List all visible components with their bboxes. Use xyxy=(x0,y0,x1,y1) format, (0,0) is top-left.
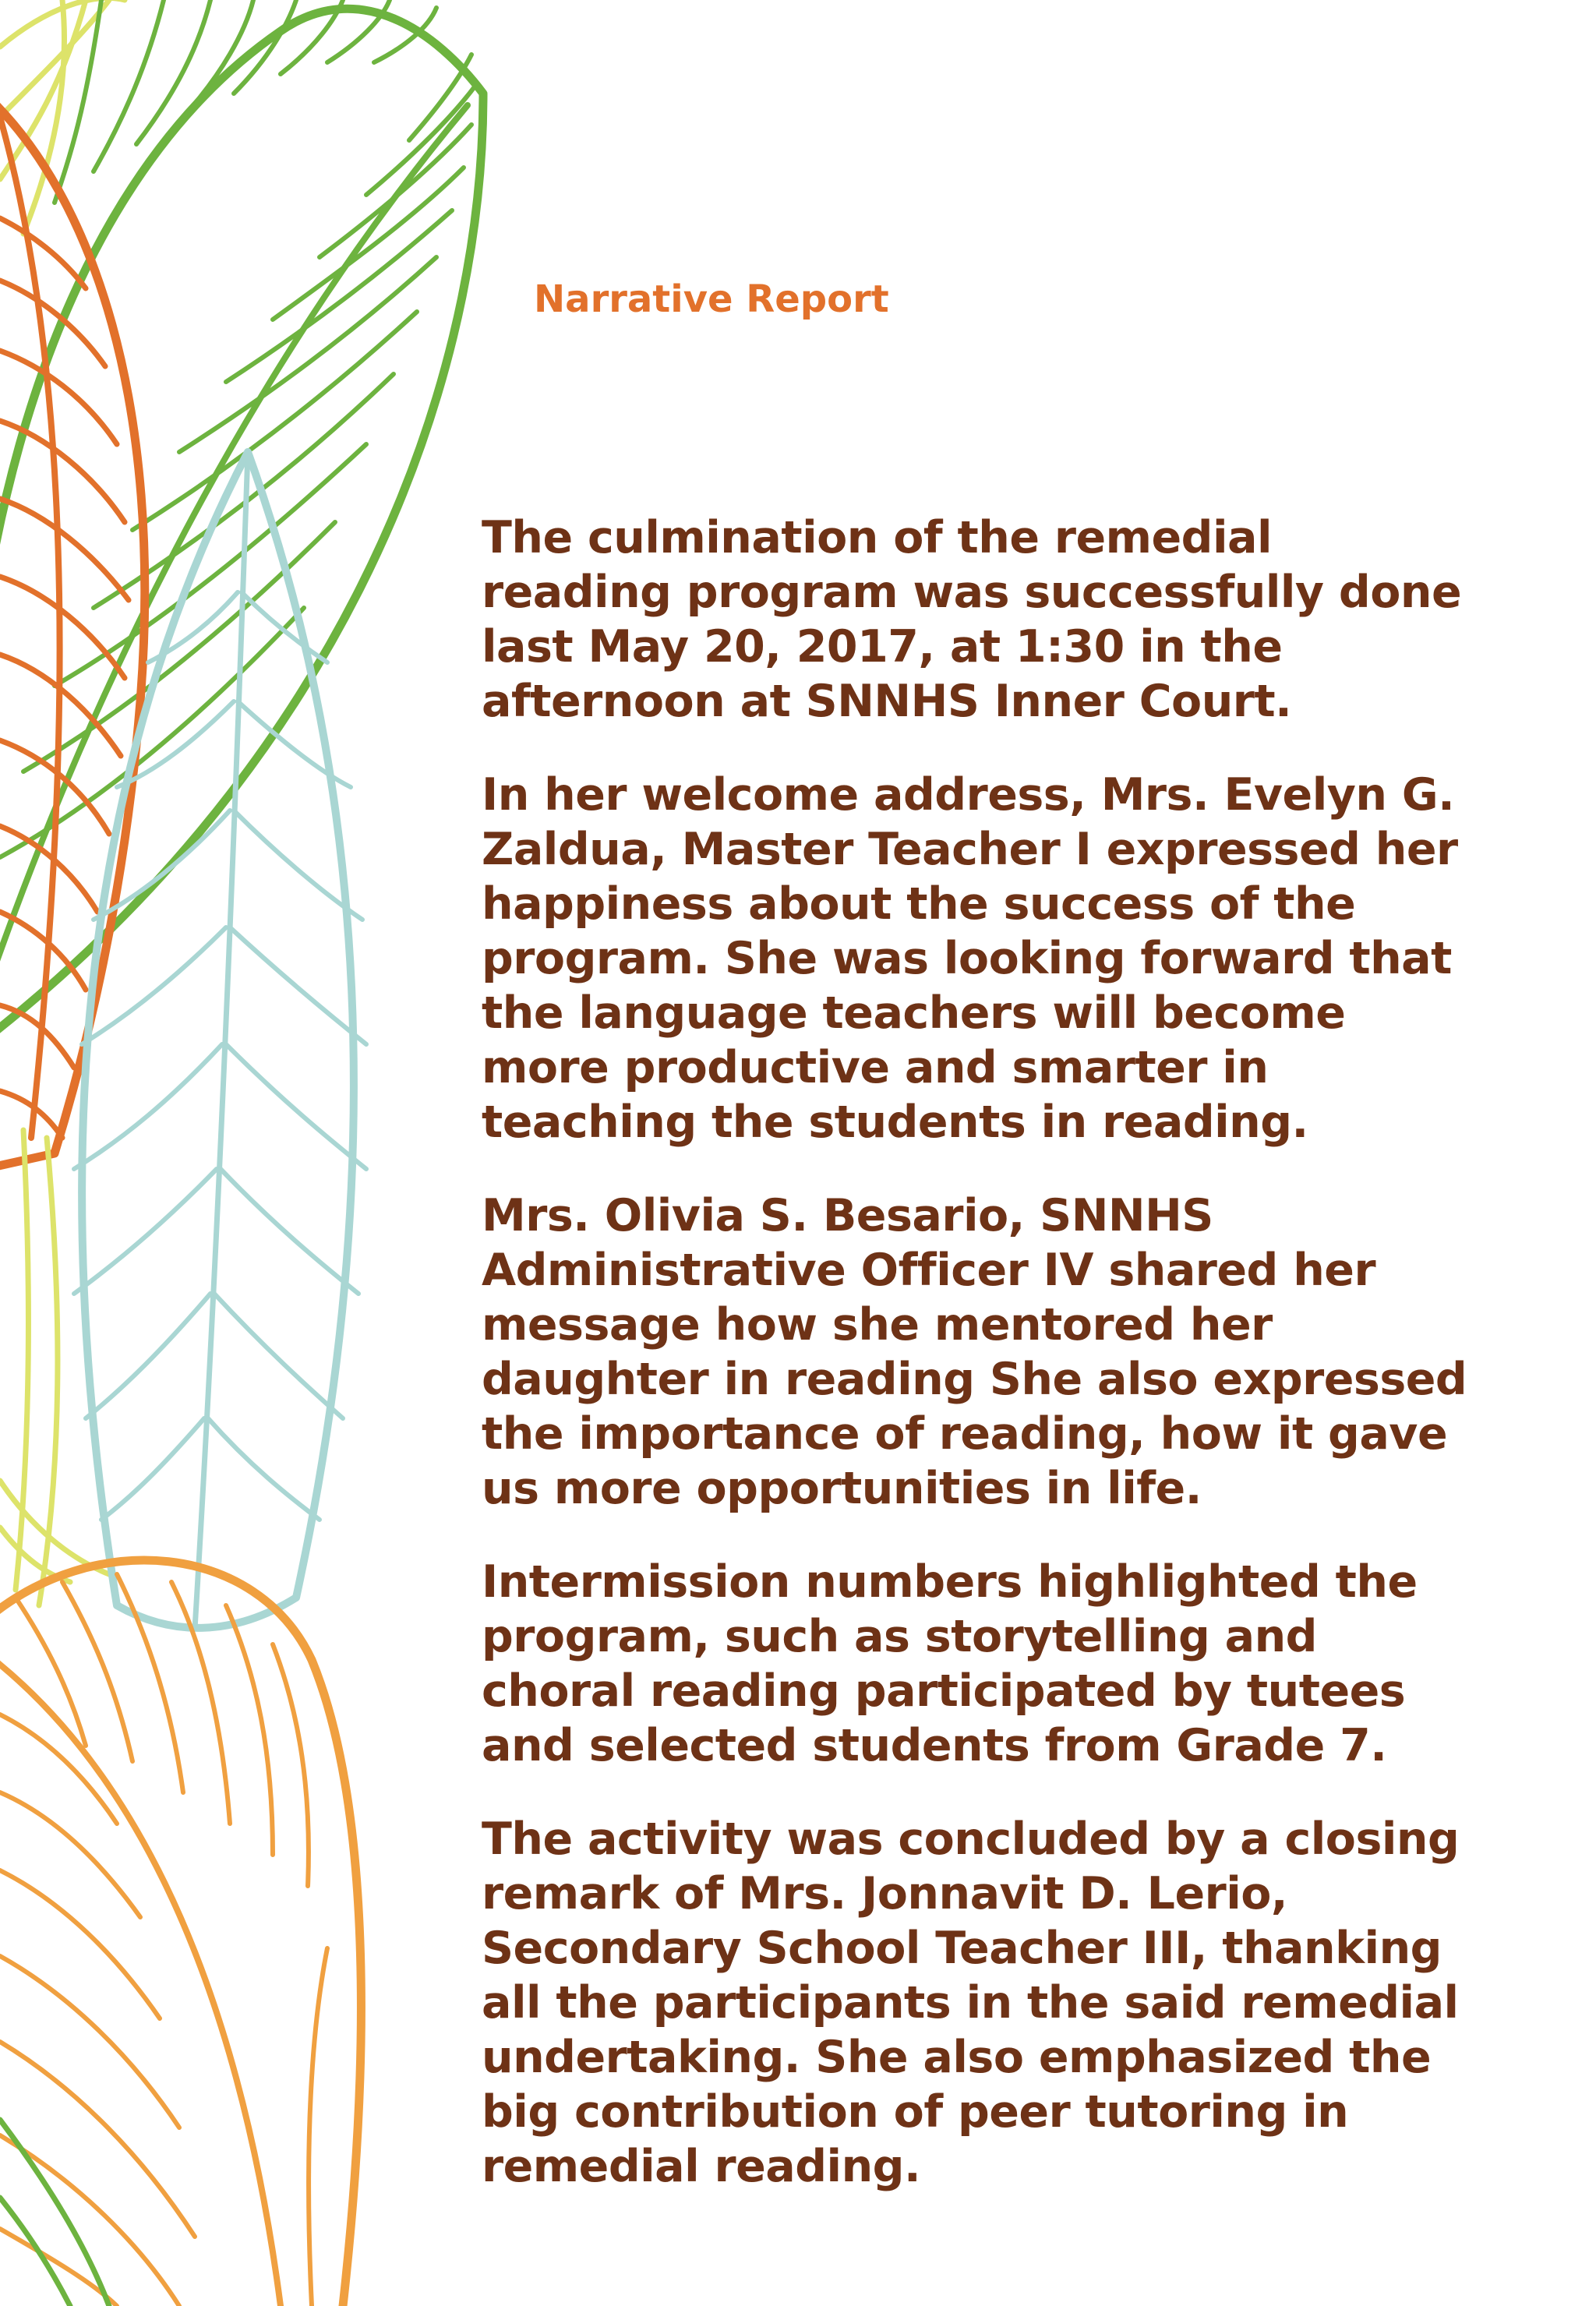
text-line: The culmination of the remedial xyxy=(482,512,1273,563)
text-line: program, such as storytelling and xyxy=(482,1611,1317,1662)
text-line: The activity was concluded by a closing xyxy=(482,1813,1460,1865)
text-line: reading program was successfully done xyxy=(482,567,1462,618)
paragraph-culmination xyxy=(482,510,1495,729)
leaf-decoration xyxy=(0,0,546,2306)
text-line: Zaldua, Master Teacher I expressed her xyxy=(482,824,1458,875)
text-line: last May 20, 2017, at 1:30 in the xyxy=(482,621,1283,673)
text-line: choral reading participated by tutees xyxy=(482,1665,1406,1717)
text-line: Mrs. Olivia S. Besario, SNNHS xyxy=(482,1190,1213,1241)
paragraph-intermission xyxy=(482,1555,1495,1773)
report-body xyxy=(482,510,1495,2233)
paragraph-closing-remark xyxy=(482,1812,1495,2194)
text-line: afternoon at SNNHS Inner Court. xyxy=(482,676,1292,727)
text-line: Intermission numbers highlighted the xyxy=(482,1556,1418,1608)
text-line: happiness about the success of the xyxy=(482,878,1356,930)
text-line: program. She was looking forward that xyxy=(482,933,1452,984)
text-line: daughter in reading She also expressed xyxy=(482,1354,1467,1405)
yellow-leaf-middle xyxy=(0,1130,109,1605)
text-line: remark of Mrs. Jonnavit D. Lerio, xyxy=(482,1868,1288,1919)
text-line: the importance of reading, how it gave xyxy=(482,1408,1448,1460)
text-line: the language teachers will become xyxy=(482,987,1346,1039)
text-line: remedial reading. xyxy=(482,2141,921,2192)
green-leaf xyxy=(0,0,483,1052)
paragraph-admin-message xyxy=(482,1188,1495,1516)
text-line: teaching the students in reading. xyxy=(482,1096,1308,1148)
text-line: big contribution of peer tutoring in xyxy=(482,2086,1349,2138)
text-line: In her welcome address, Mrs. Evelyn G. xyxy=(482,769,1455,821)
text-line: more productive and smarter in xyxy=(482,1042,1269,1093)
text-line: Secondary School Teacher III, thanking xyxy=(482,1923,1442,1974)
text-line: undertaking. She also emphasized the xyxy=(482,2032,1432,2083)
text-line: all the participants in the said remedial xyxy=(482,1977,1459,2029)
text-line: Administrative Officer IV shared her xyxy=(482,1245,1376,1296)
text-line: message how she mentored her xyxy=(482,1299,1273,1351)
text-line: us more opportunities in life. xyxy=(482,1463,1202,1514)
paragraph-welcome-address xyxy=(482,768,1495,1149)
text-line: and selected students from Grade 7. xyxy=(482,1720,1387,1771)
report-heading: Narrative Report xyxy=(534,277,889,321)
